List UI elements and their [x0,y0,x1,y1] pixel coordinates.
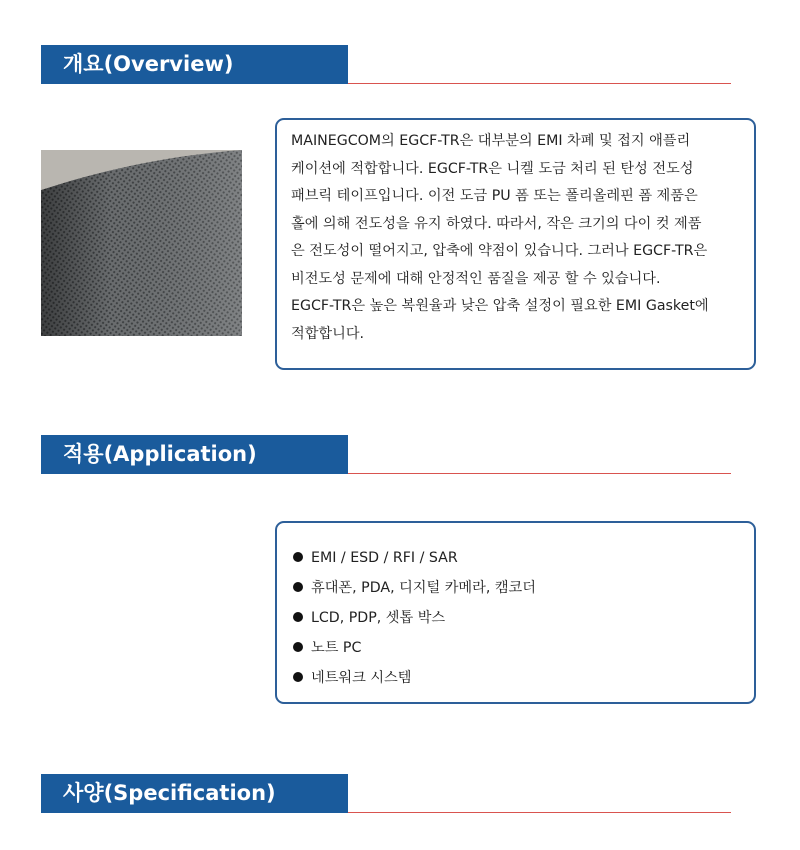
list-item-label: 네트워크 시스템 [311,670,412,686]
section-header-application [41,435,731,474]
section-divider [348,812,731,813]
overview-line: EGCF-TR은 높은 복원율과 낮은 압축 설정이 필요한 EMI Gasket에 [291,298,709,314]
overview-line: 비전도성 문제에 대해 안정적인 품질을 제공 할 수 있습니다. [291,270,661,287]
section-header-specification [41,774,731,813]
application-list-box [275,521,756,704]
overview-line: 케이션에 적합합니다. EGCF-TR은 니켈 도금 처리 된 탄성 전도성 [291,160,694,177]
bullet-icon [293,612,303,622]
section-title: 개요(Overview) [63,52,234,76]
section-divider [348,83,731,84]
list-item [293,573,754,603]
list-item-label: 노트 PC [311,640,362,656]
overview-description-box [275,118,756,370]
product-photo [41,150,242,336]
bullet-icon [293,552,303,562]
overview-line: 홀에 의해 전도성을 유지 하였다. 따라서, 작은 크기의 다이 컷 제품 [291,215,702,232]
list-item-label: EMI / ESD / RFI / SAR [311,550,458,566]
list-item [293,663,754,693]
bullet-icon [293,582,303,592]
fabric-tape-image [41,150,242,336]
list-item-label: LCD, PDP, 셋톱 박스 [311,610,446,626]
section-title: 적용(Application) [63,442,257,466]
overview-line: MAINEGCOM의 EGCF-TR은 대부분의 EMI 차폐 및 접지 애플리 [291,133,691,149]
section-header-overview [41,45,731,84]
overview-line: 은 전도성이 떨어지고, 압축에 약점이 있습니다. 그러나 EGCF-TR은 [291,243,708,259]
bullet-icon [293,642,303,652]
section-title: 사양(Specification) [63,781,276,805]
overview-line: 패브릭 테이프입니다. 이전 도금 PU 폼 또는 폴리올레핀 폼 제품은 [291,188,698,204]
application-list [293,543,754,693]
list-item [293,603,754,633]
section-divider [348,473,731,474]
bullet-icon [293,672,303,682]
list-item [293,543,754,573]
overview-line: 적합합니다. [291,325,365,342]
list-item-label: 휴대폰, PDA, 디지털 카메라, 캠코더 [311,580,536,596]
list-item [293,633,754,663]
